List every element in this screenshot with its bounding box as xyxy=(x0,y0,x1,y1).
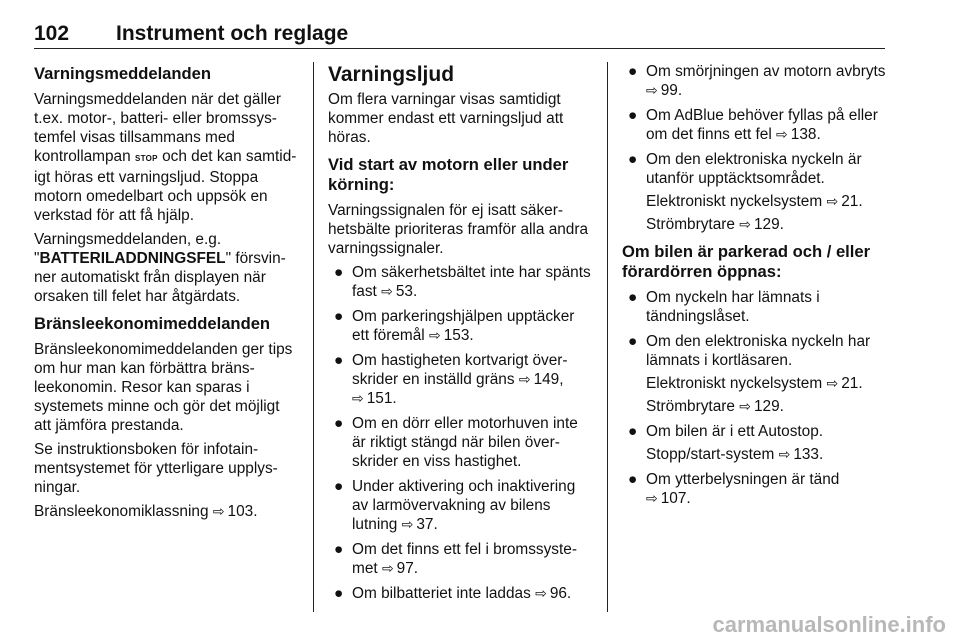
arrow-right-icon: ⇨ xyxy=(778,446,791,462)
arrow-right-icon: ⇨ xyxy=(739,216,751,232)
page-ref[interactable]: 138. xyxy=(790,126,821,143)
bullet-icon: ● xyxy=(628,289,638,306)
page-ref[interactable]: 149, xyxy=(533,371,564,388)
list-item: ● Om smörjningen av motorn avbryts ⇨ 99. xyxy=(628,63,886,99)
column-middle xyxy=(328,62,592,609)
list-item: ● Om säkerhetsbältet inte har spänts fast ⇨ 53. xyxy=(334,264,591,300)
cross-reference[interactable]: Strömbrytare ⇨ 129. xyxy=(646,216,784,233)
paragraph: Varningsmeddelanden när det gäller t.ex. motor-, batteri- eller bromssys-temfel visas tillsammans med kontrollampan STOP och det kan samtid-igt höras ett varningsljud. Stoppa motorn omedelbart och uppsök en verkstad för att få hjälp. xyxy=(34,91,297,224)
cross-reference[interactable]: Elektroniskt nyckelsystem ⇨ 21. xyxy=(646,193,863,210)
list-item: ● Om hastigheten kortvarigt över-skrider en inställd gräns ⇨ 149, ⇨ 151. xyxy=(334,352,568,407)
arrow-right-icon: ⇨ xyxy=(739,398,751,414)
list-item: ● Om den elektroniska nyckeln har lämnats i kortläsaren. Elektroniskt nyckelsystem ⇨ 21. Strömbrytare ⇨ 129. xyxy=(622,332,888,416)
paragraph: Bränsleekonomimeddelanden ger tips om hur man kan förbättra bräns-leekonomin. Resor kan sparas i systemets minne och gör det möjligt att jämföra prestanda. xyxy=(34,341,293,434)
paragraph: Se instruktionsboken för infotain-mentsystemet för ytterligare upplys-ningar. xyxy=(34,441,278,496)
arrow-right-icon: ⇨ xyxy=(518,371,531,387)
page-ref[interactable]: 96. xyxy=(549,585,572,602)
page-number: 102 xyxy=(34,22,70,45)
message-example: BATTERILADDNINGSFEL xyxy=(39,250,226,267)
bullet-icon: ● xyxy=(334,352,344,369)
cross-reference[interactable]: Bränsleekonomiklassning ⇨ 103. xyxy=(34,503,258,520)
arrow-right-icon: ⇨ xyxy=(352,390,364,406)
list-item: ● Under aktivering och inaktivering av larmövervakning av bilens lutning ⇨ 37. xyxy=(334,478,576,533)
column-left xyxy=(34,62,298,526)
bullet-icon: ● xyxy=(334,478,344,495)
page-ref[interactable]: 97. xyxy=(396,560,419,577)
bullet-icon: ● xyxy=(628,471,638,488)
arrow-right-icon: ⇨ xyxy=(401,516,414,532)
subheading-parked: Om bilen är parkerad och / eller förardörren öppnas: xyxy=(622,242,871,281)
page-ref[interactable]: 107. xyxy=(660,490,691,507)
list-item: ● Om en dörr eller motorhuven inte är riktigt stängd när bilen över-skrider en viss hastighet. xyxy=(334,415,578,470)
arrow-right-icon: ⇨ xyxy=(646,490,658,506)
arrow-right-icon: ⇨ xyxy=(776,126,788,142)
subheading-start-driving: Vid start av motorn eller under körning: xyxy=(328,155,569,194)
page-ref[interactable]: 53. xyxy=(395,283,418,300)
list-item: ● Om den elektroniska nyckeln är utanför upptäcktsområdet. Elektroniskt nyckelsystem ⇨ 21. Strömbrytare ⇨ 129. xyxy=(622,150,888,234)
page-ref[interactable]: 153. xyxy=(443,327,474,344)
column-divider xyxy=(607,62,608,612)
column-divider xyxy=(313,62,314,612)
list-item: ● Om ytterbelysningen är tänd ⇨ 107. xyxy=(628,471,840,507)
cross-reference[interactable]: Strömbrytare ⇨ 129. xyxy=(646,398,784,415)
arrow-right-icon: ⇨ xyxy=(212,503,225,519)
paragraph: Om flera varningar visas samtidigt kommer endast ett varningsljud att höras. xyxy=(328,91,564,146)
list-item: ● Om parkeringshjälpen upptäcker ett föremål ⇨ 153. xyxy=(334,308,575,344)
section-title-warning-sounds: Varningsljud xyxy=(328,63,455,86)
bullet-icon: ● xyxy=(628,107,638,124)
list-item: ● Om det finns ett fel i bromssyste-met ⇨ 97. xyxy=(334,541,577,577)
arrow-right-icon: ⇨ xyxy=(826,375,839,391)
paragraph: Varningssignalen för ej isatt säker-hetsbälte prioriteras framför alla andra varningssignaler. xyxy=(328,202,589,257)
bullet-icon: ● xyxy=(628,333,638,350)
arrow-right-icon: ⇨ xyxy=(381,283,393,299)
bullet-icon: ● xyxy=(334,541,344,558)
section-heading-fuel-economy: Bränsleekonomimeddelanden xyxy=(34,314,271,333)
arrow-right-icon: ⇨ xyxy=(826,193,839,209)
list-item: ● Om nyckeln har lämnats i tändningslåset. xyxy=(628,289,820,325)
bullet-icon: ● xyxy=(334,585,344,602)
page-ref[interactable]: 99. xyxy=(660,82,683,99)
page-ref[interactable]: 151. xyxy=(366,390,397,407)
bullet-icon: ● xyxy=(334,308,344,325)
cross-reference[interactable]: Elektroniskt nyckelsystem ⇨ 21. xyxy=(646,375,863,392)
bullet-icon: ● xyxy=(628,151,638,168)
bullet-icon: ● xyxy=(628,63,638,80)
bullet-list xyxy=(328,263,592,603)
section-heading-warning-messages: Varningsmeddelanden xyxy=(34,64,212,83)
arrow-right-icon: ⇨ xyxy=(429,327,441,343)
page-ref[interactable]: 37. xyxy=(416,516,438,533)
watermark: carmanualsonline.info xyxy=(712,612,946,637)
column-right xyxy=(622,62,888,514)
bullet-icon: ● xyxy=(334,264,344,281)
list-item: ● Om bilbatteriet inte laddas ⇨ 96. xyxy=(334,585,572,602)
stop-indicator-icon: STOP xyxy=(134,154,158,163)
paragraph: Varningsmeddelanden, e.g. "BATTERILADDNINGSFEL" försvin-ner automatiskt från displayen när orsaken till felet har åtgärdats. xyxy=(34,231,286,305)
bullet-list xyxy=(622,288,888,508)
page-title: Instrument och reglage xyxy=(116,22,349,45)
page-header xyxy=(34,22,885,49)
arrow-right-icon: ⇨ xyxy=(381,560,394,576)
bullet-icon: ● xyxy=(334,415,344,432)
list-item: ● Om bilen är i ett Autostop. Stopp/start-system ⇨ 133. xyxy=(622,422,888,464)
bullet-list xyxy=(622,62,888,234)
bullet-icon: ● xyxy=(628,423,638,440)
list-item: ● Om AdBlue behöver fyllas på eller om det finns ett fel ⇨ 138. xyxy=(628,107,878,143)
cross-reference[interactable]: Stopp/start-system ⇨ 133. xyxy=(646,446,824,463)
arrow-right-icon: ⇨ xyxy=(646,82,658,98)
arrow-right-icon: ⇨ xyxy=(535,585,547,601)
